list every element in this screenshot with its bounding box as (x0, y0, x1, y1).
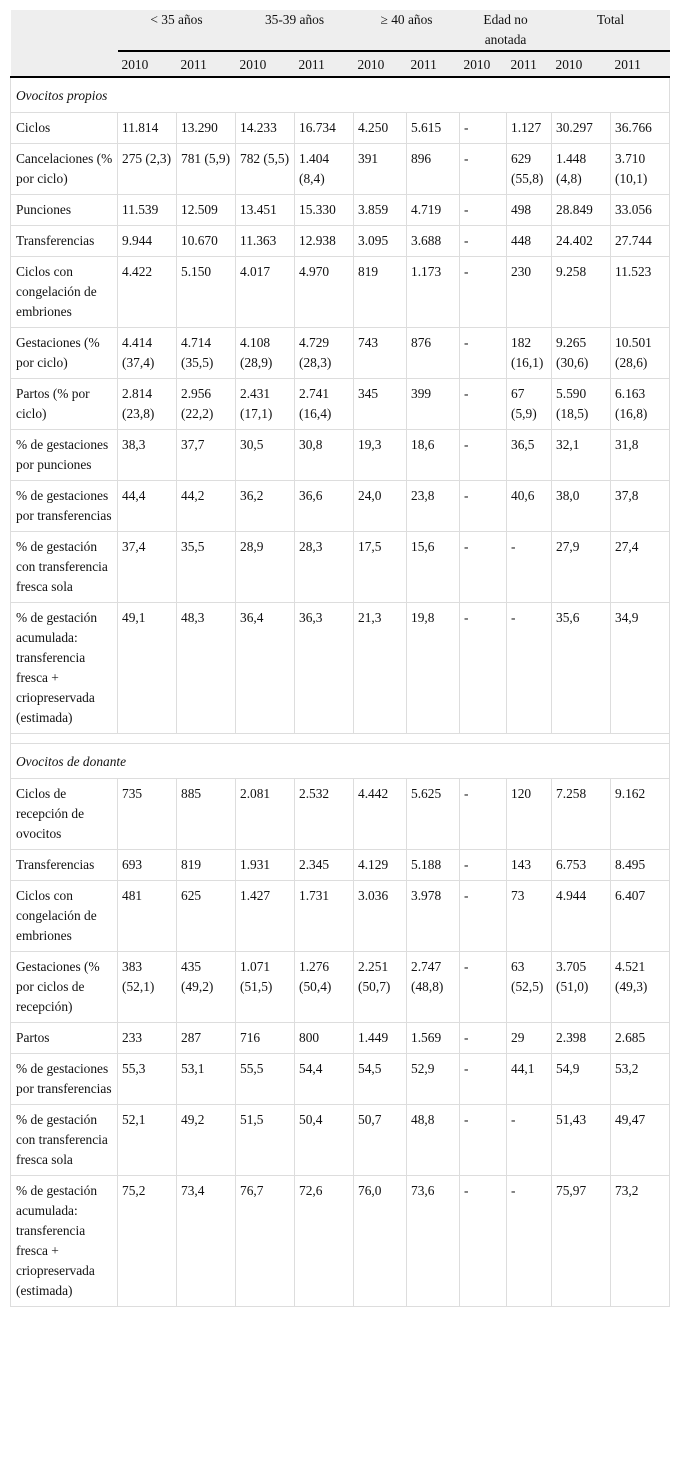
table-row (11, 328, 670, 379)
table-row (11, 195, 670, 226)
value-cell: 52,9 (407, 1054, 460, 1105)
value-cell: 391 (354, 144, 407, 195)
value-cell: 625 (177, 881, 236, 952)
value-cell: - (460, 850, 507, 881)
value-cell: 3.688 (407, 226, 460, 257)
value-cell: 19,8 (407, 603, 460, 734)
value-cell: 4.422 (118, 257, 177, 328)
value-cell: 383 (52,1) (118, 952, 177, 1023)
value-cell: - (460, 257, 507, 328)
value-cell: 2.345 (295, 850, 354, 881)
value-cell: 14.233 (236, 113, 295, 144)
value-cell: 63 (52,5) (507, 952, 552, 1023)
value-cell: 5.625 (407, 779, 460, 850)
row-label: Cancelaciones (% por ciclo) (11, 144, 118, 195)
value-cell: 1.276 (50,4) (295, 952, 354, 1023)
value-cell: 67 (5,9) (507, 379, 552, 430)
value-cell: 73,6 (407, 1176, 460, 1307)
row-label: Transferencias (11, 226, 118, 257)
value-cell: 3.859 (354, 195, 407, 226)
value-cell: 4.944 (552, 881, 611, 952)
value-cell: 76,7 (236, 1176, 295, 1307)
value-cell: 38,3 (118, 430, 177, 481)
value-cell: 30,5 (236, 430, 295, 481)
value-cell: 1.427 (236, 881, 295, 952)
table-row (11, 532, 670, 603)
value-cell: 28.849 (552, 195, 611, 226)
table-row (11, 952, 670, 1023)
value-cell: 4.729 (28,3) (295, 328, 354, 379)
header-group-under-35: < 35 años (118, 10, 236, 51)
spacer-cell (11, 734, 670, 744)
value-cell: - (460, 881, 507, 952)
value-cell: 275 (2,3) (118, 144, 177, 195)
value-cell: - (460, 1054, 507, 1105)
value-cell: 2.956 (22,2) (177, 379, 236, 430)
value-cell: 15,6 (407, 532, 460, 603)
value-cell: 1.173 (407, 257, 460, 328)
value-cell: 36,6 (295, 481, 354, 532)
table-row (11, 881, 670, 952)
value-cell: 885 (177, 779, 236, 850)
value-cell: - (460, 779, 507, 850)
value-cell: 230 (507, 257, 552, 328)
value-cell: - (460, 226, 507, 257)
section-row (11, 77, 670, 113)
header-year-row (11, 51, 670, 77)
value-cell: 4.017 (236, 257, 295, 328)
value-cell: 2.685 (611, 1023, 670, 1054)
value-cell: 51,5 (236, 1105, 295, 1176)
value-cell: 72,6 (295, 1176, 354, 1307)
value-cell: 876 (407, 328, 460, 379)
value-cell: 1.569 (407, 1023, 460, 1054)
value-cell: - (460, 113, 507, 144)
row-label: % de gestación acumulada: transferencia fresca + criopreservada (estimada) (11, 603, 118, 734)
value-cell: 49,2 (177, 1105, 236, 1176)
value-cell: 1.731 (295, 881, 354, 952)
value-cell: 143 (507, 850, 552, 881)
value-cell: 28,9 (236, 532, 295, 603)
table-row (11, 257, 670, 328)
value-cell: 40,6 (507, 481, 552, 532)
value-cell: 48,8 (407, 1105, 460, 1176)
value-cell: 9.162 (611, 779, 670, 850)
value-cell: 233 (118, 1023, 177, 1054)
value-cell: 1.127 (507, 113, 552, 144)
row-label: % de gestaciones por transferencias (11, 1054, 118, 1105)
value-cell: 10.501 (28,6) (611, 328, 670, 379)
value-cell: 5.188 (407, 850, 460, 881)
value-cell: 54,5 (354, 1054, 407, 1105)
value-cell: 27,4 (611, 532, 670, 603)
value-cell: 24,0 (354, 481, 407, 532)
header-group-age-unknown: Edad no anotada (460, 10, 552, 51)
row-label: Ciclos con congelación de embriones (11, 881, 118, 952)
value-cell: - (460, 1105, 507, 1176)
value-cell: 3.036 (354, 881, 407, 952)
section-title: Ovocitos propios (11, 77, 670, 113)
value-cell: 30,8 (295, 430, 354, 481)
header-corner (11, 10, 118, 51)
value-cell: 3.095 (354, 226, 407, 257)
value-cell: 16.734 (295, 113, 354, 144)
value-cell: 9.944 (118, 226, 177, 257)
value-cell: 33.056 (611, 195, 670, 226)
value-cell: 6.163 (16,8) (611, 379, 670, 430)
section-row (11, 744, 670, 779)
value-cell: 11.523 (611, 257, 670, 328)
value-cell: 693 (118, 850, 177, 881)
value-cell: 2.251 (50,7) (354, 952, 407, 1023)
value-cell: 31,8 (611, 430, 670, 481)
table-row (11, 113, 670, 144)
value-cell: 11.814 (118, 113, 177, 144)
value-cell: - (460, 328, 507, 379)
value-cell: 6.407 (611, 881, 670, 952)
value-cell: - (507, 1105, 552, 1176)
value-cell: 37,4 (118, 532, 177, 603)
value-cell: 10.670 (177, 226, 236, 257)
value-cell: - (507, 1176, 552, 1307)
header-group-40-plus: ≥ 40 años (354, 10, 460, 51)
value-cell: 37,8 (611, 481, 670, 532)
value-cell: 28,3 (295, 532, 354, 603)
value-cell: 6.753 (552, 850, 611, 881)
value-cell: 782 (5,5) (236, 144, 295, 195)
value-cell: 19,3 (354, 430, 407, 481)
value-cell: 50,7 (354, 1105, 407, 1176)
value-cell: 743 (354, 328, 407, 379)
value-cell: 345 (354, 379, 407, 430)
value-cell: 781 (5,9) (177, 144, 236, 195)
value-cell: 23,8 (407, 481, 460, 532)
value-cell: 44,1 (507, 1054, 552, 1105)
value-cell: 73,4 (177, 1176, 236, 1307)
table-row (11, 144, 670, 195)
value-cell: 75,97 (552, 1176, 611, 1307)
value-cell: 36,3 (295, 603, 354, 734)
value-cell: 735 (118, 779, 177, 850)
value-cell: 11.363 (236, 226, 295, 257)
table-row (11, 1023, 670, 1054)
value-cell: 27.744 (611, 226, 670, 257)
value-cell: 18,6 (407, 430, 460, 481)
value-cell: 53,1 (177, 1054, 236, 1105)
header-year: 2010 (236, 51, 295, 77)
value-cell: 54,9 (552, 1054, 611, 1105)
row-label: % de gestaciones por punciones (11, 430, 118, 481)
value-cell: 896 (407, 144, 460, 195)
header-year: 2011 (407, 51, 460, 77)
row-label: Ciclos (11, 113, 118, 144)
value-cell: 3.978 (407, 881, 460, 952)
value-cell: 2.814 (23,8) (118, 379, 177, 430)
value-cell: 4.970 (295, 257, 354, 328)
value-cell: 30.297 (552, 113, 611, 144)
value-cell: 9.265 (30,6) (552, 328, 611, 379)
value-cell: 1.449 (354, 1023, 407, 1054)
header-year: 2010 (460, 51, 507, 77)
value-cell: 24.402 (552, 226, 611, 257)
value-cell: 44,2 (177, 481, 236, 532)
header-year: 2010 (118, 51, 177, 77)
value-cell: 75,2 (118, 1176, 177, 1307)
row-label: Gestaciones (% por ciclo) (11, 328, 118, 379)
value-cell: 52,1 (118, 1105, 177, 1176)
value-cell: 435 (49,2) (177, 952, 236, 1023)
table-row (11, 779, 670, 850)
value-cell: 5.615 (407, 113, 460, 144)
table-row (11, 603, 670, 734)
value-cell: 35,6 (552, 603, 611, 734)
value-cell: 2.747 (48,8) (407, 952, 460, 1023)
row-label: Partos (% por ciclo) (11, 379, 118, 430)
value-cell: 38,0 (552, 481, 611, 532)
value-cell: 4.714 (35,5) (177, 328, 236, 379)
value-cell: 49,47 (611, 1105, 670, 1176)
value-cell: 17,5 (354, 532, 407, 603)
value-cell: 54,4 (295, 1054, 354, 1105)
value-cell: 9.258 (552, 257, 611, 328)
value-cell: 4.442 (354, 779, 407, 850)
value-cell: 55,5 (236, 1054, 295, 1105)
value-cell: - (460, 1023, 507, 1054)
value-cell: 36,4 (236, 603, 295, 734)
row-label: Partos (11, 1023, 118, 1054)
value-cell: 36,2 (236, 481, 295, 532)
table-row (11, 1176, 670, 1307)
value-cell: 11.539 (118, 195, 177, 226)
value-cell: 287 (177, 1023, 236, 1054)
header-year: 2011 (507, 51, 552, 77)
value-cell: 629 (55,8) (507, 144, 552, 195)
value-cell: 3.705 (51,0) (552, 952, 611, 1023)
value-cell: 2.431 (17,1) (236, 379, 295, 430)
value-cell: 1.931 (236, 850, 295, 881)
value-cell: 4.129 (354, 850, 407, 881)
value-cell: 55,3 (118, 1054, 177, 1105)
value-cell: 1.404 (8,4) (295, 144, 354, 195)
value-cell: 1.448 (4,8) (552, 144, 611, 195)
value-cell: 8.495 (611, 850, 670, 881)
value-cell: 7.258 (552, 779, 611, 850)
value-cell: 29 (507, 1023, 552, 1054)
row-label: % de gestación acumulada: transferencia fresca + criopreservada (estimada) (11, 1176, 118, 1307)
table-row (11, 430, 670, 481)
value-cell: 4.719 (407, 195, 460, 226)
header-group-35-39: 35-39 años (236, 10, 354, 51)
header-year: 2010 (354, 51, 407, 77)
value-cell: 73 (507, 881, 552, 952)
value-cell: 5.590 (18,5) (552, 379, 611, 430)
value-cell: 44,4 (118, 481, 177, 532)
value-cell: 498 (507, 195, 552, 226)
section-title: Ovocitos de donante (11, 744, 670, 779)
value-cell: 4.250 (354, 113, 407, 144)
value-cell: 35,5 (177, 532, 236, 603)
table-row (11, 1105, 670, 1176)
value-cell: 819 (177, 850, 236, 881)
value-cell: - (460, 195, 507, 226)
section-spacer (11, 734, 670, 744)
value-cell: 120 (507, 779, 552, 850)
value-cell: 481 (118, 881, 177, 952)
row-label: Gestaciones (% por ciclos de recepción) (11, 952, 118, 1023)
value-cell: 50,4 (295, 1105, 354, 1176)
value-cell: 800 (295, 1023, 354, 1054)
value-cell: 37,7 (177, 430, 236, 481)
value-cell: 12.938 (295, 226, 354, 257)
value-cell: 3.710 (10,1) (611, 144, 670, 195)
table-row (11, 850, 670, 881)
value-cell: - (460, 1176, 507, 1307)
value-cell: 36.766 (611, 113, 670, 144)
value-cell: 4.414 (37,4) (118, 328, 177, 379)
row-label: Transferencias (11, 850, 118, 881)
value-cell: - (460, 481, 507, 532)
header-year: 2011 (177, 51, 236, 77)
value-cell: 2.081 (236, 779, 295, 850)
value-cell: - (460, 952, 507, 1023)
value-cell: 51,43 (552, 1105, 611, 1176)
value-cell: 716 (236, 1023, 295, 1054)
row-label: % de gestación con transferencia fresca sola (11, 532, 118, 603)
value-cell: 2.398 (552, 1023, 611, 1054)
header-year: 2011 (295, 51, 354, 77)
value-cell: - (460, 532, 507, 603)
value-cell: 76,0 (354, 1176, 407, 1307)
value-cell: 4.108 (28,9) (236, 328, 295, 379)
header-corner-2 (11, 51, 118, 77)
row-label: % de gestación con transferencia fresca sola (11, 1105, 118, 1176)
value-cell: 15.330 (295, 195, 354, 226)
value-cell: 34,9 (611, 603, 670, 734)
value-cell: 399 (407, 379, 460, 430)
value-cell: 448 (507, 226, 552, 257)
value-cell: 36,5 (507, 430, 552, 481)
value-cell: 1.071 (51,5) (236, 952, 295, 1023)
value-cell: 2.741 (16,4) (295, 379, 354, 430)
value-cell: 819 (354, 257, 407, 328)
value-cell: 27,9 (552, 532, 611, 603)
value-cell: 49,1 (118, 603, 177, 734)
table-row (11, 379, 670, 430)
header-year: 2011 (611, 51, 670, 77)
table-row (11, 226, 670, 257)
row-label: % de gestaciones por transferencias (11, 481, 118, 532)
value-cell: 21,3 (354, 603, 407, 734)
value-cell: 2.532 (295, 779, 354, 850)
value-cell: 13.451 (236, 195, 295, 226)
value-cell: 12.509 (177, 195, 236, 226)
table-row (11, 481, 670, 532)
table-body (11, 77, 670, 1307)
value-cell: - (460, 379, 507, 430)
header-group-row (11, 10, 670, 51)
table-row (11, 1054, 670, 1105)
value-cell: - (460, 144, 507, 195)
value-cell: 73,2 (611, 1176, 670, 1307)
value-cell: - (460, 603, 507, 734)
value-cell: 13.290 (177, 113, 236, 144)
row-label: Punciones (11, 195, 118, 226)
value-cell: 32,1 (552, 430, 611, 481)
value-cell: 48,3 (177, 603, 236, 734)
row-label: Ciclos de recepción de ovocitos (11, 779, 118, 850)
value-cell: 4.521 (49,3) (611, 952, 670, 1023)
header-group-total: Total (552, 10, 670, 51)
data-table (10, 10, 670, 1307)
header-year: 2010 (552, 51, 611, 77)
row-label: Ciclos con congelación de embriones (11, 257, 118, 328)
value-cell: 182 (16,1) (507, 328, 552, 379)
value-cell: - (507, 532, 552, 603)
value-cell: - (507, 603, 552, 734)
value-cell: 5.150 (177, 257, 236, 328)
table-header (11, 10, 670, 77)
value-cell: - (460, 430, 507, 481)
value-cell: 53,2 (611, 1054, 670, 1105)
